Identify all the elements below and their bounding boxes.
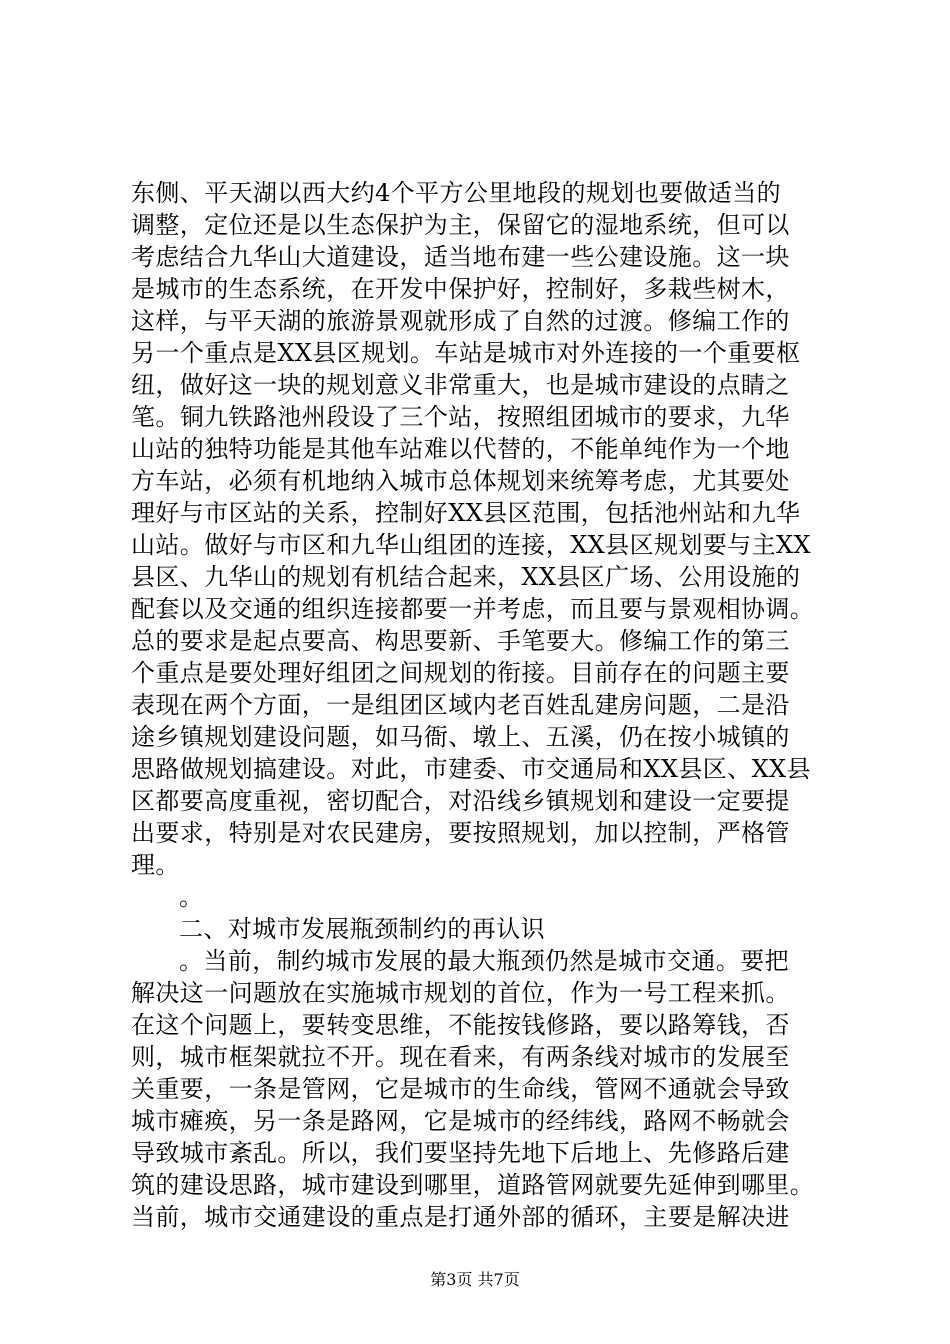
section-heading: 二、对城市发展瓶颈制约的再认识 [179,915,545,943]
document-body [131,177,831,1233]
text-line: 另一个重点是XX县区规划。车站是城市对外连接的一个重要枢 [131,339,801,367]
text-line: 表现在两个方面，一是组团区域内老百姓乱建房问题，二是沿 [131,691,790,719]
text-line: 途乡镇规划建设问题，如马衙、墩上、五溪，仍在按小城镇的 [131,723,790,751]
text-line: 配套以及交通的组织连接都要一并考虑，而且要与景观相协调。 [131,595,815,623]
text-line: 个重点是要处理好组团之间规划的衔接。目前存在的问题主要 [131,659,790,687]
text-line: 考虑结合九华山大道建设，适当地布建一些公建设施。这一块 [131,243,790,271]
text-line: 调整，定位还是以生态保护为主，保留它的湿地系统，但可以 [131,211,790,239]
text-line: 思路做规划搞建设。对此，市建委、市交通局和XX县区、XX县 [131,755,811,783]
text-line: 。 [179,883,204,911]
text-line: 笔。铜九铁路池州段设了三个站，按照组团城市的要求，九华 [131,403,790,431]
text-line: 解决这一问题放在实施城市规划的首位，作为一号工程来抓。 [131,979,790,1007]
text-line: 关重要，一条是管网，它是城市的生命线，管网不通就会导致 [131,1075,790,1103]
text-line: 当前，城市交通建设的重点是打通外部的循环，主要是解决进 [131,1203,790,1231]
text-line: 理。 [131,851,180,879]
text-line: 总的要求是起点要高、构思要新、手笔要大。修编工作的第三 [131,627,790,655]
text-line: 这样，与平天湖的旅游景观就形成了自然的过渡。修编工作的 [131,307,790,335]
text-line: 山站的独特功能是其他车站难以代替的，不能单纯作为一个地 [131,435,790,463]
text-line: 出要求，特别是对农民建房，要按照规划，加以控制，严格管 [131,819,790,847]
text-line: 理好与市区站的关系，控制好XX县区范围，包括池州站和九华 [131,499,801,527]
text-line: 城市瘫痪，另一条是路网，它是城市的经纬线，路网不畅就会 [131,1107,790,1135]
text-line: 筑的建设思路，城市建设到哪里，道路管网就要先延伸到哪里。 [131,1171,815,1199]
text-line: 县区、九华山的规划有机结合起来，XX县区广场、公用设施的 [131,563,801,591]
text-line: 东侧、平天湖以西大约4个平方公里地段的规划也要做适当的 [131,179,782,207]
text-line: 导致城市紊乱。所以，我们要坚持先地下后地上、先修路后建 [131,1139,790,1167]
text-line: 方车站，必须有机地纳入城市总体规划来统筹考虑，尤其要处 [131,467,790,495]
text-line: 纽，做好这一块的规划意义非常重大，也是城市建设的点睛之 [131,371,790,399]
text-line: 区都要高度重视，密切配合，对沿线乡镇规划和建设一定要提 [131,787,790,815]
text-line: 是城市的生态系统，在开发中保护好，控制好，多栽些树木， [131,275,790,303]
text-line: 。当前，制约城市发展的最大瓶颈仍然是城市交通。要把 [179,947,789,975]
page-number-footer: 第3页 共7页 [430,1270,520,1289]
text-line: 山站。做好与市区和九华山组团的连接，XX县区规划要与主XX [131,531,811,559]
text-line: 则，城市框架就拉不开。现在看来，有两条线对城市的发展至 [131,1043,790,1071]
text-line: 在这个问题上，要转变思维，不能按钱修路，要以路筹钱，否 [131,1011,790,1039]
